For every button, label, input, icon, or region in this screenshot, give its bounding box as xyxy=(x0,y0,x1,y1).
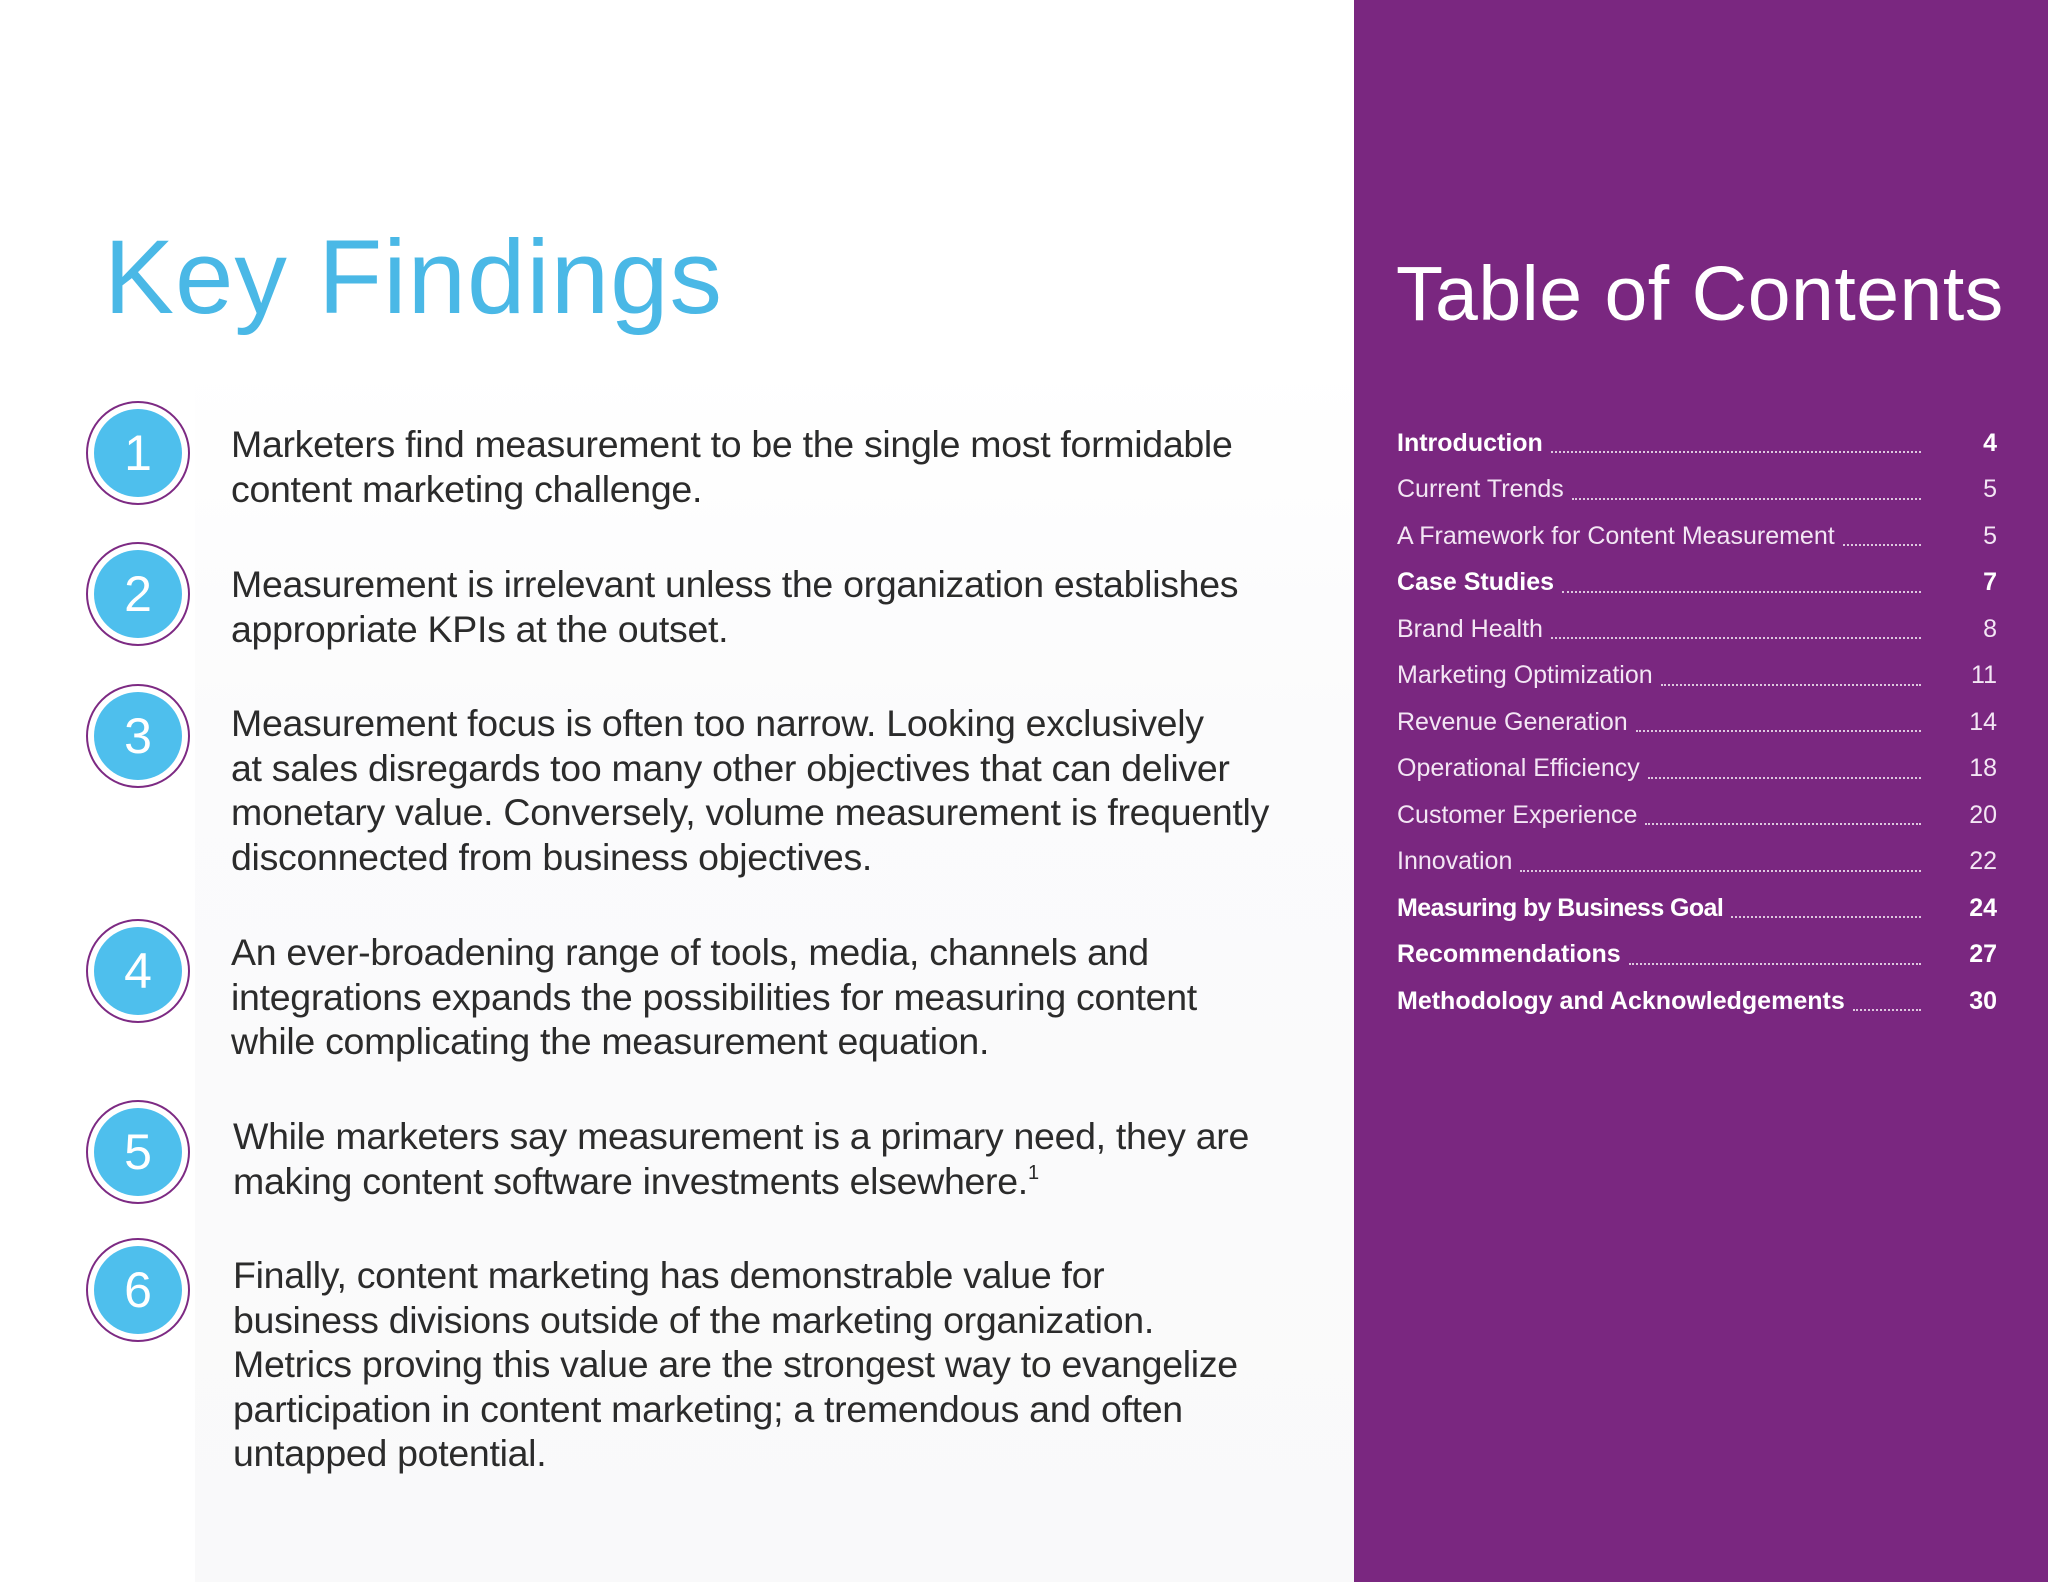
finding-number-ring xyxy=(86,401,190,505)
toc-entry-introduction[interactable] xyxy=(1397,420,1997,467)
toc-entry-label: Marketing Optimization xyxy=(1397,661,1653,690)
toc-entry-recommendations[interactable] xyxy=(1397,932,1997,979)
toc-entry-page: 7 xyxy=(1983,568,1997,597)
toc-dot-leader xyxy=(1520,852,1921,872)
finding-number-ring xyxy=(86,919,190,1023)
toc-entry-page: 22 xyxy=(1969,847,1997,876)
toc-entry-customer-experience[interactable] xyxy=(1397,792,1997,839)
toc-dot-leader xyxy=(1551,433,1921,453)
toc-dot-leader xyxy=(1648,759,1921,779)
toc-entry-page: 8 xyxy=(1983,614,1997,643)
toc-dot-leader xyxy=(1661,666,1921,686)
finding-text: Measurement focus is often too narrow. Looking exclusively at sales disregards too many other objectives that can deliver monetary value. Conversely, volume measurement is frequently disconnected from business objectives. xyxy=(231,702,1270,878)
toc-entry-label: Case Studies xyxy=(1397,568,1555,597)
toc-entry-label: Innovation xyxy=(1397,847,1513,876)
toc-dot-leader xyxy=(1853,991,1921,1011)
toc-entry-page: 5 xyxy=(1983,521,1997,550)
toc-entry-current-trends[interactable] xyxy=(1397,467,1997,514)
toc-entry-page: 18 xyxy=(1969,754,1997,783)
toc-list xyxy=(1397,420,1997,1025)
finding-number-badge: 2 xyxy=(94,550,182,638)
toc-entry-label: Current Trends xyxy=(1397,475,1564,504)
toc-dot-leader xyxy=(1843,526,1921,546)
toc-dot-leader xyxy=(1562,573,1921,593)
key-findings-title: Key Findings xyxy=(104,219,723,336)
toc-entry-marketing-optimization[interactable] xyxy=(1397,653,1997,700)
finding-text: Marketers find measurement to be the single most formidable content marketing challenge. xyxy=(231,423,1233,510)
toc-entry-label: Methodology and Acknowledgements xyxy=(1397,986,1845,1015)
toc-entry-label: A Framework for Content Measurement xyxy=(1397,521,1835,550)
toc-entry-innovation[interactable] xyxy=(1397,839,1997,886)
finding-number-ring xyxy=(86,684,190,788)
toc-entry-page: 4 xyxy=(1983,428,1997,457)
finding-number-badge: 6 xyxy=(94,1246,182,1334)
toc-dot-leader xyxy=(1731,898,1921,918)
toc-entry-label: Revenue Generation xyxy=(1397,707,1628,736)
footnote-marker: 1 xyxy=(1027,1161,1039,1184)
toc-entry-page: 30 xyxy=(1969,986,1997,1015)
finding-text xyxy=(233,1114,1293,1203)
finding-text: Measurement is irrelevant unless the organization establishes appropriate KPIs at the outset. xyxy=(231,563,1239,650)
toc-entry-brand-health[interactable] xyxy=(1397,606,1997,653)
toc-entry-page: 5 xyxy=(1983,475,1997,504)
toc-entry-page: 20 xyxy=(1969,800,1997,829)
toc-entry-label: Customer Experience xyxy=(1397,800,1638,829)
toc-entry-measuring-by-business-goal[interactable] xyxy=(1397,885,1997,932)
finding-number-badge: 4 xyxy=(94,927,182,1015)
finding-text: Finally, content marketing has demonstrable value for business divisions outside of the marketing organization. Metrics proving this value are the strongest way to evangelize participation in content marketing; a tremendous and often untapped potential. xyxy=(233,1254,1238,1474)
toc-entry-operational-efficiency[interactable] xyxy=(1397,746,1997,793)
finding-number-ring xyxy=(86,542,190,646)
finding-number-badge: 5 xyxy=(94,1108,182,1196)
toc-entry-framework[interactable] xyxy=(1397,513,1997,560)
toc-entry-page: 11 xyxy=(1971,661,1997,690)
toc-dot-leader xyxy=(1572,480,1921,500)
finding-number-ring xyxy=(86,1238,190,1342)
toc-entry-page: 27 xyxy=(1969,940,1997,969)
table-of-contents-panel xyxy=(1354,0,2048,1582)
toc-entry-label: Introduction xyxy=(1397,428,1543,457)
toc-entry-label: Recommendations xyxy=(1397,940,1621,969)
toc-entry-case-studies[interactable] xyxy=(1397,560,1997,607)
toc-dot-leader xyxy=(1636,712,1921,732)
finding-text: An ever-broadening range of tools, media, channels and integrations expands the possibilities for measuring content while complicating the measurement equation. xyxy=(231,931,1197,1062)
toc-entry-methodology[interactable] xyxy=(1397,978,1997,1025)
toc-entry-label: Operational Efficiency xyxy=(1397,754,1640,783)
finding-number-badge: 1 xyxy=(94,409,182,497)
toc-entry-revenue-generation[interactable] xyxy=(1397,699,1997,746)
toc-dot-leader xyxy=(1645,805,1921,825)
finding-text-body: While marketers say measurement is a primary need, they are making content software investments elsewhere. xyxy=(233,1115,1250,1202)
toc-entry-page: 14 xyxy=(1969,707,1997,736)
toc-dot-leader xyxy=(1551,619,1921,639)
finding-number-ring xyxy=(86,1100,190,1204)
toc-entry-label: Measuring by Business Goal xyxy=(1397,893,1724,922)
toc-title: Table of Contents xyxy=(1396,251,2004,337)
toc-entry-page: 24 xyxy=(1969,893,1997,922)
toc-dot-leader xyxy=(1629,945,1921,965)
toc-entry-label: Brand Health xyxy=(1397,614,1543,643)
finding-number-badge: 3 xyxy=(94,692,182,780)
